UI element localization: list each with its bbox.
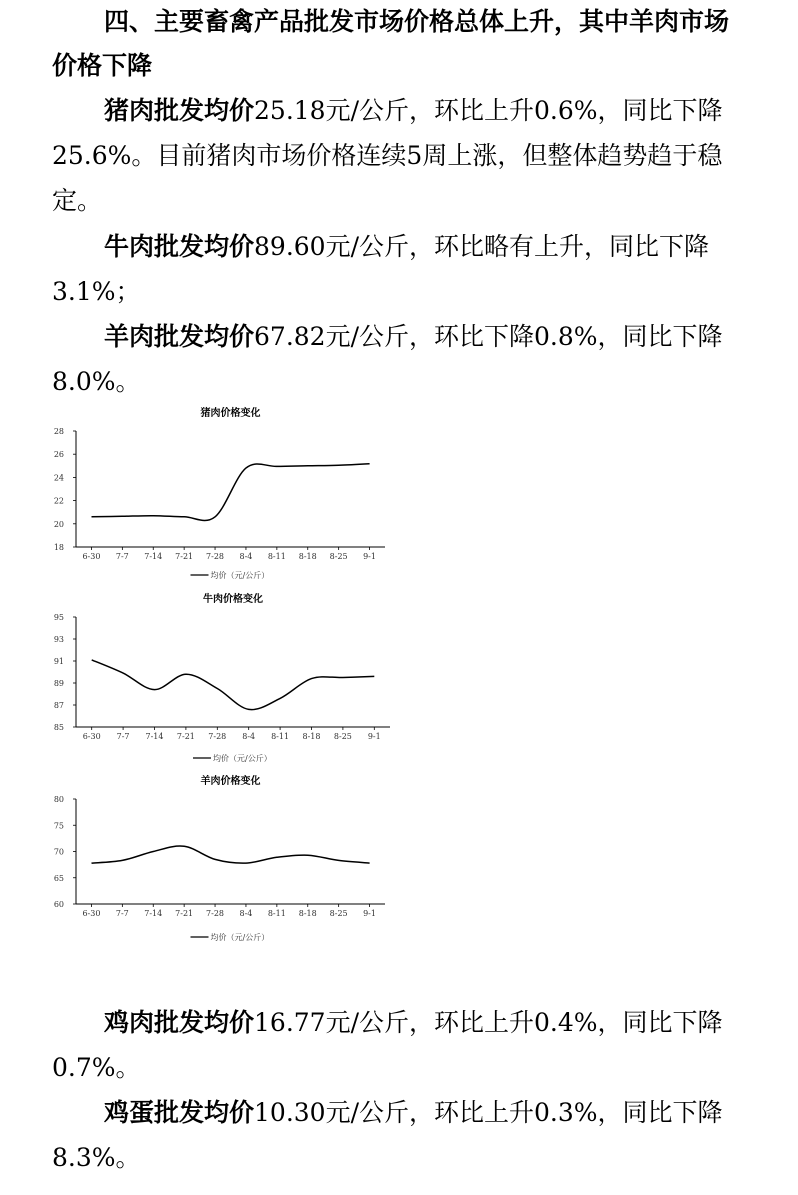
paragraph-lead: 鸡蛋批发均价 <box>104 1098 255 1127</box>
x-tick-label: 8-11 <box>267 552 286 561</box>
x-tick-label: 9-1 <box>363 552 376 561</box>
y-tick-label: 26 <box>53 450 64 460</box>
x-tick-label: 7-21 <box>175 909 194 918</box>
x-tick-label: 7-21 <box>176 732 195 741</box>
paragraph-text: 67.82元/公斤，环比下降0.8%，同比下降8.0%。 <box>52 322 723 396</box>
x-tick-label: 7-7 <box>116 732 130 741</box>
x-tick-label: 7-7 <box>115 909 129 918</box>
paragraph-lead: 猪肉批发均价 <box>104 96 255 125</box>
y-tick-label: 18 <box>53 543 64 552</box>
x-tick-label: 8-11 <box>267 909 286 918</box>
paragraph-lead: 鸡肉批发均价 <box>104 1008 255 1037</box>
legend-label: 均价（元/公斤） <box>213 754 272 763</box>
pork-price-chart <box>40 404 400 584</box>
series-line <box>92 464 370 521</box>
x-tick-label: 8-18 <box>298 552 317 561</box>
x-tick-label: 8-4 <box>239 909 253 918</box>
y-tick-label: 91 <box>53 657 64 666</box>
series-line <box>92 660 375 710</box>
legend-label: 均价（元/公斤） <box>210 571 270 580</box>
chart-beef <box>40 590 410 770</box>
x-tick-label: 8-4 <box>242 732 256 741</box>
x-tick-label: 9-1 <box>363 909 376 918</box>
paragraph-text: 16.77元/公斤，环比上升0.4%，同比下降0.7%。 <box>52 1008 723 1082</box>
paragraph-egg <box>52 1090 752 1180</box>
x-tick-label: 6-30 <box>82 909 101 918</box>
x-tick-label: 7-14 <box>145 732 164 741</box>
y-tick-label: 24 <box>53 473 64 483</box>
legend-label: 均价（元/公斤） <box>210 933 270 942</box>
paragraph-text: 10.30元/公斤，环比上升0.3%，同比下降8.3%。 <box>52 1098 723 1172</box>
x-tick-label: 8-18 <box>298 909 317 918</box>
section-heading <box>52 0 752 88</box>
y-tick-label: 93 <box>53 635 64 644</box>
x-tick-label: 8-18 <box>302 732 321 741</box>
x-tick-label: 7-7 <box>115 552 129 561</box>
x-tick-label: 9-1 <box>367 732 381 741</box>
y-tick-label: 95 <box>53 613 64 622</box>
y-tick-label: 20 <box>53 519 64 529</box>
beef-price-chart <box>40 590 410 770</box>
y-tick-label: 85 <box>53 723 64 732</box>
paragraph-text: 89.60元/公斤，环比略有上升，同比下降3.1%； <box>52 232 710 306</box>
y-tick-label: 60 <box>53 900 64 909</box>
chart-title: 猪肉价格变化 <box>200 408 261 419</box>
x-tick-label: 7-21 <box>175 552 194 561</box>
paragraph-mutton <box>52 314 752 404</box>
y-tick-label: 80 <box>53 795 64 804</box>
chart-title: 牛肉价格变化 <box>203 594 263 605</box>
x-tick-label: 7-28 <box>208 732 227 741</box>
chart-pork <box>40 404 400 584</box>
chart-title: 羊肉价格变化 <box>200 776 261 787</box>
y-tick-label: 65 <box>53 873 64 883</box>
chart-mutton <box>40 772 400 952</box>
x-tick-label: 6-30 <box>82 732 101 741</box>
x-tick-label: 7-28 <box>206 909 225 918</box>
x-tick-label: 6-30 <box>82 552 101 561</box>
y-tick-label: 22 <box>53 496 64 506</box>
y-tick-label: 70 <box>53 847 64 857</box>
x-tick-label: 8-25 <box>329 552 348 561</box>
paragraph-chicken <box>52 1000 752 1090</box>
mutton-price-chart <box>40 772 400 952</box>
x-tick-label: 8-25 <box>329 909 348 918</box>
y-tick-label: 28 <box>53 427 64 436</box>
paragraph-pork <box>52 88 752 223</box>
series-line <box>92 846 370 863</box>
x-tick-label: 7-14 <box>144 909 163 918</box>
heading-text: 四、主要畜禽产品批发市场价格总体上升，其中羊肉市场价格下降 <box>52 7 730 80</box>
y-tick-label: 75 <box>53 821 64 831</box>
x-tick-label: 7-14 <box>144 552 163 561</box>
y-tick-label: 89 <box>53 679 64 688</box>
x-tick-label: 8-25 <box>333 732 352 741</box>
y-tick-label: 87 <box>53 701 64 710</box>
x-tick-label: 8-11 <box>271 732 290 741</box>
paragraph-beef <box>52 224 752 314</box>
paragraph-lead: 羊肉批发均价 <box>104 322 255 351</box>
x-tick-label: 8-4 <box>239 552 253 561</box>
paragraph-text: 25.18元/公斤，环比上升0.6%，同比下降25.6%。目前猪肉市场价格连续5周上涨，但整体趋势趋于稳定。 <box>52 96 723 215</box>
x-tick-label: 7-28 <box>206 552 225 561</box>
paragraph-lead: 牛肉批发均价 <box>104 232 255 261</box>
